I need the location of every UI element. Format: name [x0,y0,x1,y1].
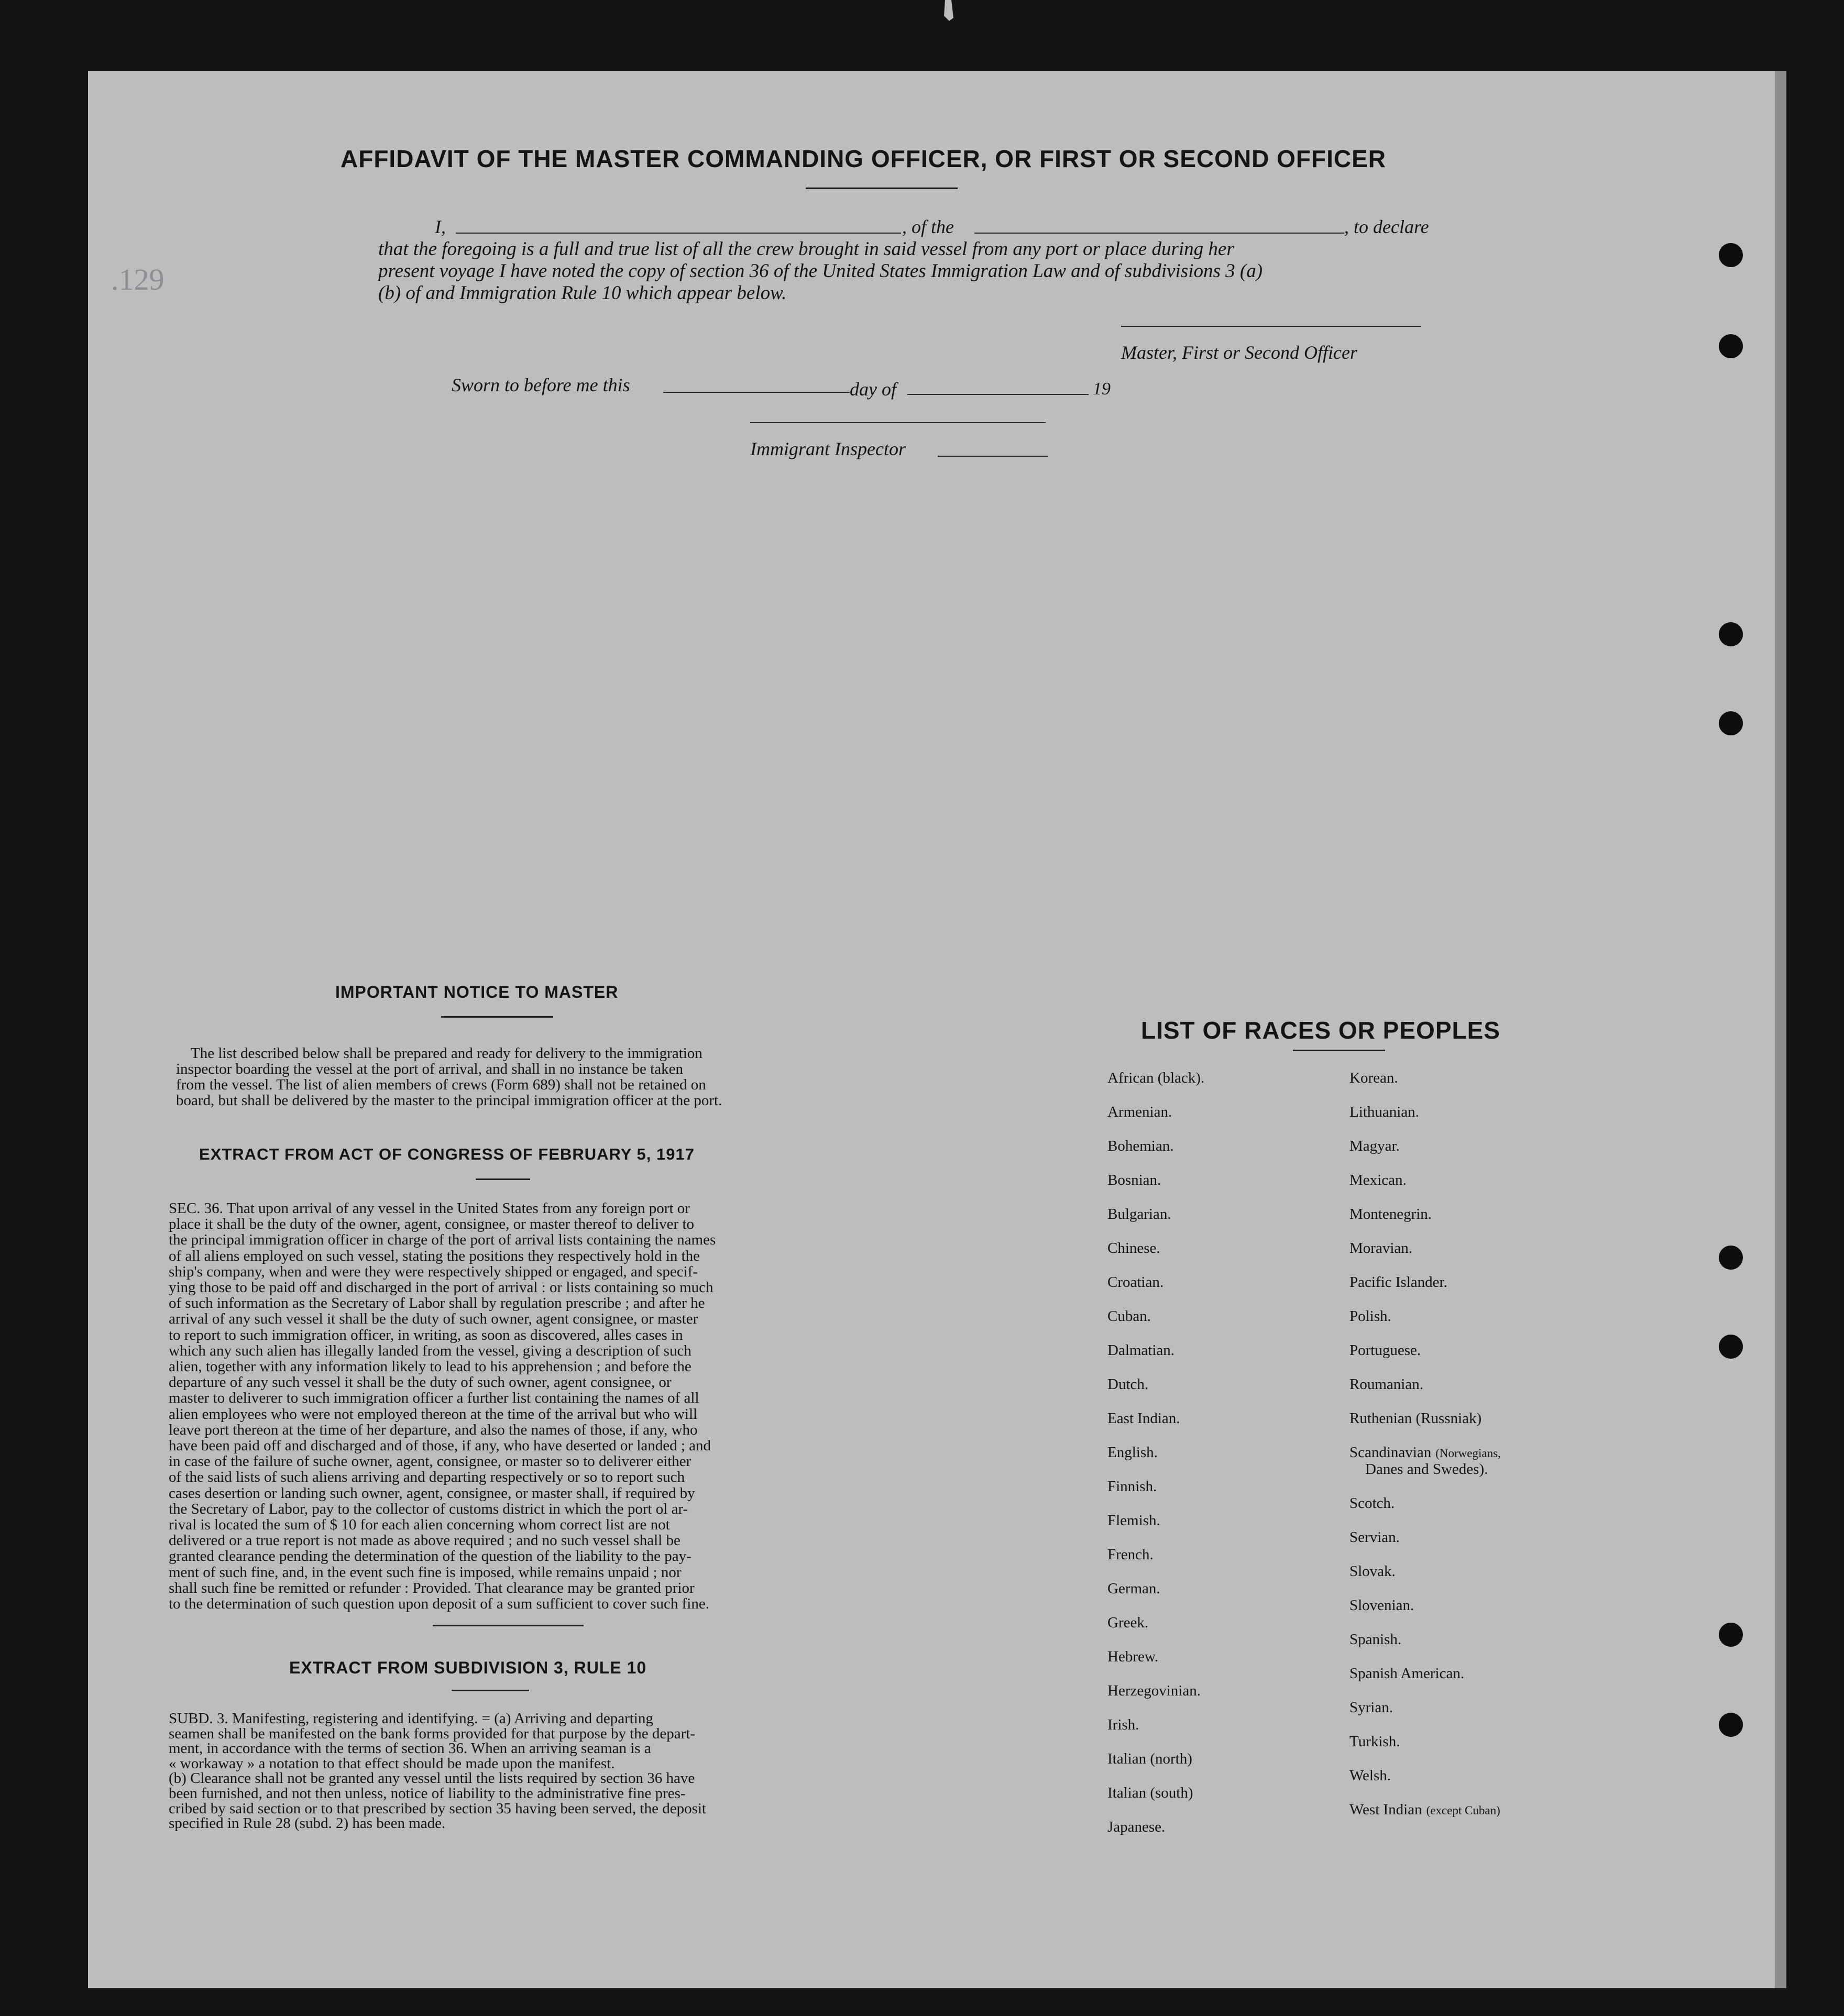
declaration-i-label: I, [435,216,446,237]
race-left-label: Cuban. [1107,1308,1151,1325]
notice-title: IMPORTANT NOTICE TO MASTER [335,983,619,1001]
race-right-label: Lithuanian. [1349,1104,1419,1120]
punch-hole-3 [1719,622,1743,646]
act-line-21: rival is located the sum of $ 10 for each alien concerning whom correct list are not [169,1516,670,1533]
act-line-8: arrival of any such vessel it shall be the duty of such owner, agent consignee, or master [169,1310,698,1328]
act-line-6: ying those to be paid off and discharged in the port of arrival : or lists containing so much [169,1279,714,1296]
rule-line-1: SUBD. 3. Manifesting, registering and identifying. = (a) Arriving and departing [169,1710,653,1727]
races-underline [1293,1050,1385,1051]
race-left-15 [1107,1546,1154,1563]
inspector-signature-blank[interactable] [750,422,1046,423]
race-right-label: Slovak. [1349,1563,1396,1580]
race-left-label: Armenian. [1107,1104,1172,1120]
race-right-label: Montenegrin. [1349,1206,1432,1222]
race-right-15 [1349,1563,1396,1580]
notice-line-2: inspector boarding the vessel at the port of arrival, and shall in no instance be taken [176,1061,683,1077]
race-left-label: English. [1107,1444,1158,1461]
act-line-7: of such information as the Secretary of Labor shall by regulation prescribe ; and after he [169,1295,705,1312]
race-left-label: Herzegovinian. [1107,1682,1201,1699]
race-right-label: Moravian. [1349,1240,1412,1257]
act-end-rule [433,1625,584,1626]
punch-hole-8 [1719,1713,1743,1737]
race-left-21 [1107,1750,1192,1768]
act-line-1: SEC. 36. That upon arrival of any vessel in the United States from any foreign port or [169,1200,690,1217]
race-left-label: Bosnian. [1107,1172,1161,1188]
race-right-9 [1349,1342,1421,1359]
race-right-label: West Indian [1349,1801,1422,1818]
race-right-label: Ruthenian (Russniak) [1349,1410,1482,1427]
rule-title: EXTRACT FROM SUBDIVISION 3, RULE 10 [289,1658,647,1677]
race-left-label: Irish. [1107,1716,1139,1733]
act-line-22: delivered or a true report is not made as above required ; and no such vessel shall be [169,1532,680,1549]
act-line-15: leave port thereon at the time of her departure, and also the names of those, if any, who [169,1421,698,1438]
race-left-23 [1107,1819,1165,1836]
act-line-24: ment of such fine, and, in the event such fine is imposed, while remains unpaid ; nor [169,1563,682,1581]
declaration-to-declare-label: , to declare [1344,216,1429,237]
act-line-13: master to deliverer to such immigration officer a further list containing the names of all [169,1390,699,1407]
bleed-through-number: .129 [111,262,164,296]
race-right-label: Portuguese. [1349,1342,1421,1359]
race-right-18 [1349,1665,1464,1682]
declaration-of-the-label: , of the [902,216,954,237]
race-left-label: Italian (north) [1107,1750,1192,1767]
race-right-21 [1349,1767,1391,1784]
rule-underline [452,1690,529,1691]
notice-line-1: The list described below shall be prepared and ready for delivery to the immigration [191,1045,703,1062]
race-left-18 [1107,1648,1158,1666]
race-right-7 [1349,1274,1447,1291]
race-left-14 [1107,1512,1160,1529]
race-left-22 [1107,1784,1193,1802]
race-right-label: Scandinavian [1349,1444,1432,1461]
race-left-20 [1107,1716,1139,1734]
act-title: EXTRACT FROM ACT OF CONGRESS OF FEBRUARY 5, 1917 [199,1145,695,1163]
race-right-label: Scotch. [1349,1495,1395,1512]
declaration-line-3: (b) of and Immigration Rule 10 which appear below. [378,282,787,304]
race-left-label: East Indian. [1107,1410,1180,1427]
race-right-22 [1349,1801,1500,1819]
race-right-19 [1349,1699,1393,1716]
master-signature-label: Master, First or Second Officer [1121,342,1357,363]
race-left-label: Italian (south) [1107,1784,1193,1801]
act-line-18: of the said lists of such aliens arriving and departing respectively or so to report such [169,1469,685,1486]
race-right-label: Spanish. [1349,1631,1402,1648]
race-right-17 [1349,1631,1401,1648]
race-right-2 [1349,1104,1419,1121]
race-right-10 [1349,1376,1423,1393]
scandinavian-note-1: (Norwegians, [1435,1447,1501,1460]
rule-line-6: been furnished, and not then unless, notice of liability to the administrative fine pres- [169,1785,686,1802]
act-line-10: which any such alien has illegally landed from the vessel, giving a description of such [169,1342,691,1359]
rule-line-4: « workaway » a notation to that effect should be made upon the manifest. [169,1755,615,1772]
act-line-14: alien employees who were not employed thereon at the time of the arrival but who will [169,1405,698,1423]
race-left-label: Finnish. [1107,1478,1157,1495]
race-right-8 [1349,1308,1391,1325]
race-left-8 [1107,1308,1151,1325]
race-right-20 [1349,1733,1400,1750]
act-line-2: place it shall be the duty of the owner, agent, consignee, or master thereof to deliver to [169,1216,695,1233]
scandinavian-note-2: Danes and Swedes). [1365,1461,1488,1478]
race-left-label: French. [1107,1546,1154,1563]
race-right-label: Magyar. [1349,1138,1400,1154]
act-line-16: have been paid off and discharged and of those, if any, who have deserted or landed ; and [169,1437,711,1454]
act-line-9: to report to such immigration officer, in writing, as soon as discovered, alles cases in [169,1326,683,1343]
race-right-label: Roumanian. [1349,1376,1423,1393]
race-left-16 [1107,1580,1160,1598]
paper-fold-mark [938,0,959,21]
act-line-17: in case of the failure of suche owner, agent, consignee, or master so to deliverer either [169,1453,691,1470]
race-left-12 [1107,1444,1158,1461]
race-left-label: African (black). [1107,1070,1205,1086]
day-of-label: day of [850,379,896,400]
race-right-label: Korean. [1349,1070,1398,1086]
race-left-7 [1107,1274,1164,1291]
race-right-1 [1349,1070,1398,1087]
rule-line-7: cribed by said section or to that prescribed by section 35 having been served, the deposit [169,1800,706,1817]
race-left-4 [1107,1172,1161,1189]
race-left-1 [1107,1070,1204,1087]
race-right-label: Mexican. [1349,1172,1407,1188]
race-right-4 [1349,1172,1407,1189]
race-left-11 [1107,1410,1180,1427]
race-right-16 [1349,1597,1414,1614]
race-left-label: German. [1107,1580,1160,1597]
race-left-5 [1107,1206,1171,1223]
race-right-label: Spanish American. [1349,1665,1465,1682]
act-line-11: alien, together with any information likely to lead to his apprehension ; and before the [169,1358,691,1375]
race-right-label: Turkish. [1349,1733,1400,1750]
act-line-23: granted clearance pending the determination of the question of the liability to the pay- [169,1548,691,1565]
punch-hole-7 [1719,1623,1743,1647]
act-line-4: of all aliens employed on such vessel, stating the positions they respectively hold in the [169,1247,700,1264]
race-right-13 [1349,1495,1395,1512]
sworn-day-blank[interactable] [663,392,850,393]
race-left-label: Chinese. [1107,1240,1160,1257]
inspector-label-blank[interactable] [938,456,1048,457]
punch-hole-6 [1719,1335,1743,1359]
race-right-label: Pacific Islander. [1349,1274,1447,1291]
sheet-edge [1775,71,1786,1988]
race-right-6 [1349,1240,1412,1257]
race-left-label: Bohemian. [1107,1138,1174,1154]
inspector-label: Immigrant Inspector [750,438,906,459]
rule-line-5: (b) Clearance shall not be granted any vessel until the lists required by section 36 have [169,1770,695,1787]
rule-line-3: ment, in accordance with the terms of section 36. When an arriving seaman is a [169,1740,651,1757]
document-sheet [88,71,1775,1988]
race-left-19 [1107,1682,1201,1700]
race-right-12 [1349,1444,1501,1461]
race-left-label: Dalmatian. [1107,1342,1175,1359]
race-left-label: Hebrew. [1107,1648,1159,1665]
race-left-13 [1107,1478,1157,1495]
race-right-label: Slovenian. [1349,1597,1414,1614]
race-left-label: Greek. [1107,1614,1149,1631]
notice-line-4: board, but shall be delivered by the master to the principal immigration officer at the port. [176,1092,722,1109]
declaration-line-2: present voyage I have noted the copy of section 36 of the United States Immigration Law and of subdivisions 3 (a) [378,260,1263,282]
race-left-17 [1107,1614,1148,1632]
act-line-19: cases desertion or landing such owner, agent, consignee, or master shall, if required by [169,1484,695,1502]
races-title: LIST OF RACES OR PEOPLES [1141,1017,1500,1044]
race-left-label: Dutch. [1107,1376,1149,1393]
west-indian-note: (except Cuban) [1426,1804,1500,1817]
punch-hole-5 [1719,1246,1743,1270]
rule-line-2: seamen shall be manifested on the bank forms provided for that purpose by the depart- [169,1725,696,1742]
title-underline [806,188,958,189]
race-left-6 [1107,1240,1160,1257]
race-right-label: Polish. [1349,1308,1391,1325]
race-left-label: Croatian. [1107,1274,1164,1291]
act-line-20: the Secretary of Labor, pay to the collector of customs district in which the port ol ar- [169,1500,688,1517]
race-right-label: Syrian. [1349,1699,1393,1716]
punch-hole-1 [1719,243,1743,267]
punch-hole-2 [1719,334,1743,358]
punch-hole-4 [1719,711,1743,735]
race-left-3 [1107,1138,1173,1155]
master-signature-blank[interactable] [1121,326,1421,327]
officer-name-blank[interactable] [456,233,901,234]
notice-underline [441,1016,553,1018]
declaration-line-1: that the foregoing is a full and true list of all the crew brought in said vessel from any port or place during her [378,238,1234,260]
sworn-month-blank[interactable] [907,394,1089,395]
race-left-9 [1107,1342,1175,1359]
race-left-label: Flemish. [1107,1512,1160,1529]
notice-line-3: from the vessel. The list of alien members of crews (Form 689) shall not be retained on [176,1076,706,1093]
act-line-25: shall such fine be remitted or refunder : Provided. That clearance may be granted prior [169,1579,695,1596]
race-right-label: Welsh. [1349,1767,1391,1784]
race-left-label: Japanese. [1107,1819,1166,1835]
race-left-10 [1107,1376,1148,1393]
act-line-5: ship's company, when and were they were respectively shipped or engaged, and specif- [169,1263,698,1280]
act-line-12: departure of any such vessel it shall be the duty of such owner, agent consignee, or [169,1374,672,1391]
race-left-2 [1107,1104,1172,1121]
sworn-label: Sworn to before me this [452,374,630,395]
race-right-3 [1349,1138,1400,1155]
race-right-label: Servian. [1349,1529,1400,1546]
act-line-3: the principal immigration officer in charge of the port of arrival lists containing the names [169,1231,716,1249]
affidavit-title: AFFIDAVIT OF THE MASTER COMMANDING OFFICER, OR FIRST OR SECOND OFFICER [341,145,1386,172]
rule-line-8: specified in Rule 28 (subd. 2) has been made. [169,1815,446,1832]
race-right-14 [1349,1529,1400,1546]
race-right-5 [1349,1206,1432,1223]
race-right-11 [1349,1410,1481,1427]
vessel-name-blank[interactable] [974,233,1344,234]
race-left-label: Bulgarian. [1107,1206,1171,1222]
year-prefix: 19 [1093,379,1111,399]
act-line-26: to the determination of such question upon deposit of a sum sufficient to cover such fine. [169,1595,709,1612]
act-underline [476,1178,530,1180]
